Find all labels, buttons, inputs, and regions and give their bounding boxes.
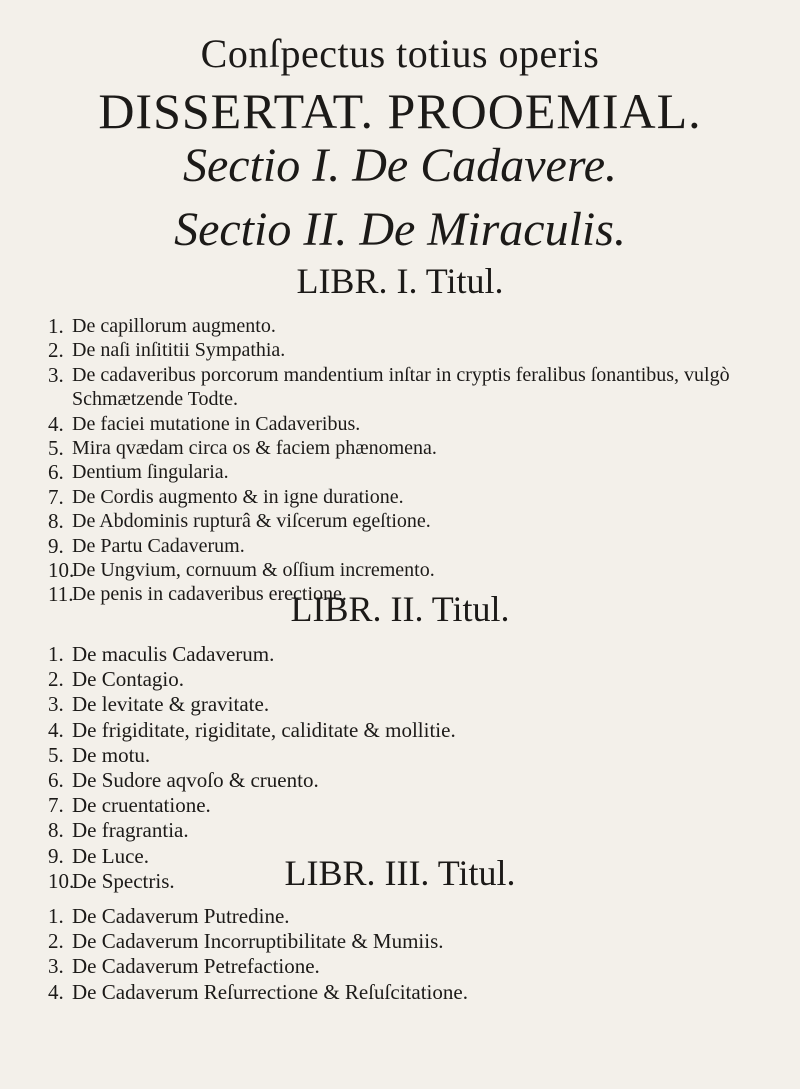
item-number: 6. <box>48 460 64 485</box>
item-text: De fragrantia. <box>72 818 189 843</box>
item-number: 1. <box>48 314 64 338</box>
item-number: 11. <box>48 582 74 607</box>
list-item <box>48 667 788 692</box>
item-number: 6. <box>48 768 64 793</box>
item-number: 7. <box>48 793 64 818</box>
item-text: De Partu Cadaverum. <box>72 534 245 557</box>
item-text: De maculis Cadaverum. <box>72 642 275 666</box>
item-number: 3. <box>48 362 64 387</box>
list-item <box>48 436 788 460</box>
item-text: De frigiditate, rigiditate, caliditate & mollitie. <box>72 717 456 742</box>
item-text: De Cadaverum Petrefactione. <box>72 954 320 979</box>
list-item <box>48 768 788 793</box>
item-text: De Abdominis rupturâ & viſcerum egeſtione. <box>72 510 431 533</box>
list-item <box>48 904 788 929</box>
item-number: 10. <box>48 558 75 583</box>
list-item <box>48 818 788 843</box>
item-number: 4. <box>48 411 64 436</box>
book-1-heading: LIBR. I. Titul. <box>296 261 504 301</box>
item-number: 3. <box>48 954 64 979</box>
book-1-list <box>48 314 788 607</box>
list-item <box>48 534 788 558</box>
item-number: 8. <box>48 509 64 534</box>
item-text: De naſi inſititii Sympathia. <box>72 339 286 362</box>
item-text: De levitate & gravitate. <box>72 692 270 717</box>
list-item <box>48 954 788 979</box>
book-2-heading: LIBR. II. Titul. <box>290 589 510 629</box>
item-number: 2. <box>48 667 64 692</box>
item-text: De Cadaverum Incorruptibilitate & Mumiis. <box>72 929 444 954</box>
item-number: 8. <box>48 818 64 843</box>
item-text: De capillorum augmento. <box>72 315 276 337</box>
item-number: 2. <box>48 338 64 363</box>
section-2-heading: Sectio II. De Miraculis. <box>174 203 626 256</box>
section-1-heading: Sectio I. De Cadavere. <box>182 139 618 192</box>
list-item <box>48 363 788 412</box>
item-text: De faciei mutatione in Cadaveribus. <box>72 412 361 435</box>
item-text: De Cordis augmento & in igne duratione. <box>72 485 404 508</box>
list-item <box>48 412 788 436</box>
list-item <box>48 929 788 954</box>
item-text: De Cadaverum Reſurrectione & Reſuſcitatione. <box>72 979 468 1004</box>
list-item <box>48 460 788 484</box>
contents-title: Conſpectus totius operis <box>200 31 600 76</box>
item-text: De Luce. <box>72 843 149 868</box>
item-text: De penis in cadaveribus erectione. <box>72 583 347 606</box>
item-number: 4. <box>48 979 64 1004</box>
item-text: De Spectris. <box>72 868 175 893</box>
item-number: 1. <box>48 904 64 928</box>
list-item <box>48 980 788 1005</box>
list-item <box>48 793 788 818</box>
list-item <box>48 338 788 362</box>
item-number: 4. <box>48 717 64 742</box>
item-text: De cadaveribus porcorum mandentium inſtar in cryptis feralibus ſonantibus, vulgò Schmætzende Todte. <box>72 363 730 411</box>
item-text: De Cadaverum Putredine. <box>72 904 290 928</box>
item-number: 7. <box>48 484 64 509</box>
item-number: 2. <box>48 929 64 954</box>
list-item <box>48 718 788 743</box>
item-text: Dentium ſingularia. <box>72 461 229 484</box>
item-text: De Ungvium, cornuum & oſſium incremento. <box>72 559 435 582</box>
item-text: Mira qvædam circa os & faciem phænomena. <box>72 437 437 460</box>
item-number: 9. <box>48 843 64 868</box>
item-number: 5. <box>48 436 64 461</box>
dissertation-title: DISSERTAT. PROOEMIAL. <box>98 83 702 139</box>
list-item <box>48 692 788 717</box>
list-item <box>48 642 788 667</box>
list-item <box>48 314 788 338</box>
list-item <box>48 743 788 768</box>
item-text: De motu. <box>72 742 151 767</box>
list-item <box>48 485 788 509</box>
item-number: 3. <box>48 692 64 717</box>
item-text: De cruentatione. <box>72 793 211 818</box>
item-text: De Contagio. <box>72 667 184 692</box>
item-number: 9. <box>48 533 64 558</box>
book-3-list <box>48 904 788 1005</box>
book-3-heading: LIBR. III. Titul. <box>284 853 516 893</box>
list-item <box>48 509 788 533</box>
item-number: 5. <box>48 742 64 767</box>
item-number: 1. <box>48 642 64 666</box>
item-number: 10. <box>48 868 75 893</box>
item-text: De Sudore aqvoſo & cruento. <box>72 768 319 793</box>
list-item <box>48 558 788 582</box>
